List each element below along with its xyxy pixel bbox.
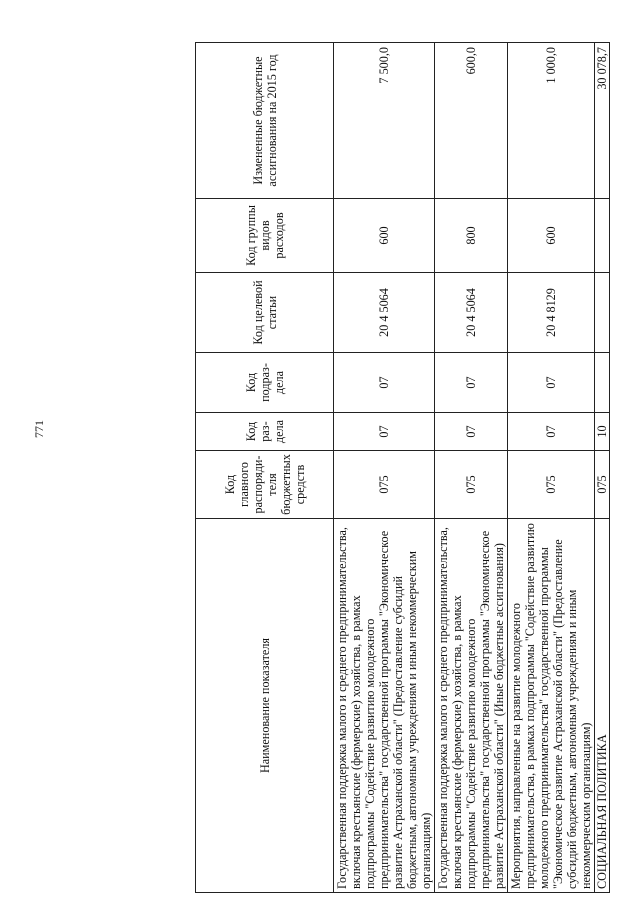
row-expense-group-code: 600 (334, 199, 435, 273)
header-section-code: Код раз- дела (196, 413, 334, 451)
header-expense-group-code: Код группы видов расходов (196, 199, 334, 273)
row-section-code: 07 (435, 413, 508, 451)
row-section-code: 07 (508, 413, 595, 451)
row-amount: 600,0 (435, 43, 508, 199)
row-expense-group-code: 800 (435, 199, 508, 273)
row-section-code: 10 (595, 413, 610, 451)
row-subsection-code: 07 (435, 353, 508, 413)
budget-allocations-table (195, 42, 610, 893)
header-admin-code: Код главного распоряди- теля бюджетных средств (196, 451, 334, 519)
row-target-code: 20 4 8129 (508, 273, 595, 353)
table-row (508, 43, 595, 893)
row-amount: 1 000,0 (508, 43, 595, 199)
table-header-row (196, 43, 334, 893)
table-row (435, 43, 508, 893)
header-name: Наименование показателя (196, 519, 334, 893)
budget-table-container (195, 43, 609, 893)
row-expense-group-code: 600 (508, 199, 595, 273)
row-subsection-code (595, 353, 610, 413)
row-name: Государственная поддержка малого и среднего предпринимательства, включая крестьянские (фермерские) хозяйства, в рамках подпрограммы "Содействие развитию молодежного предпринимательства" государственной программы "Экономическое развитие Астраханской области" (Иные бюджетные ассигнования) (435, 519, 508, 893)
row-admin-code: 075 (508, 451, 595, 519)
row-expense-group-code (595, 199, 610, 273)
table-row (334, 43, 435, 893)
row-amount: 30 078,7 (595, 43, 610, 199)
row-subsection-code: 07 (334, 353, 435, 413)
row-target-code (595, 273, 610, 353)
row-admin-code: 075 (334, 451, 435, 519)
header-amount: Измененные бюджетные ассигнования на 2015 год (196, 43, 334, 199)
row-name: СОЦИАЛЬНАЯ ПОЛИТИКА (595, 519, 610, 893)
row-admin-code: 075 (435, 451, 508, 519)
header-subsection-code: Код подраз- дела (196, 353, 334, 413)
page-number: 771 (32, 420, 46, 438)
table-row-total (595, 43, 610, 893)
row-name: Государственная поддержка малого и среднего предпринимательства, включая крестьянские (фермерские) хозяйства, в рамках подпрограммы "Содействие развитию молодежного предпринимательства" государственной программы "Экономическое развитие Астраханской области" (Предоставление субсидий бюджетным, автономным учреждениям и иным некоммерческим организациям) (334, 519, 435, 893)
row-target-code: 20 4 5064 (334, 273, 435, 353)
row-amount: 7 500,0 (334, 43, 435, 199)
row-subsection-code: 07 (508, 353, 595, 413)
row-section-code: 07 (334, 413, 435, 451)
row-name: Мероприятия, направленные на развитие молодежного предпринимательства, в рамках подпрограммы "Содействие развитию молодежного предпринимательства" государственной программы "Экономическое развитие Астраханской области" (Предоставление субсидий бюджетным, автономным учреждениям и иным некоммерческим организациям) (508, 519, 595, 893)
header-target-code: Код целевой статьи (196, 273, 334, 353)
row-admin-code: 075 (595, 451, 610, 519)
row-target-code: 20 4 5064 (435, 273, 508, 353)
